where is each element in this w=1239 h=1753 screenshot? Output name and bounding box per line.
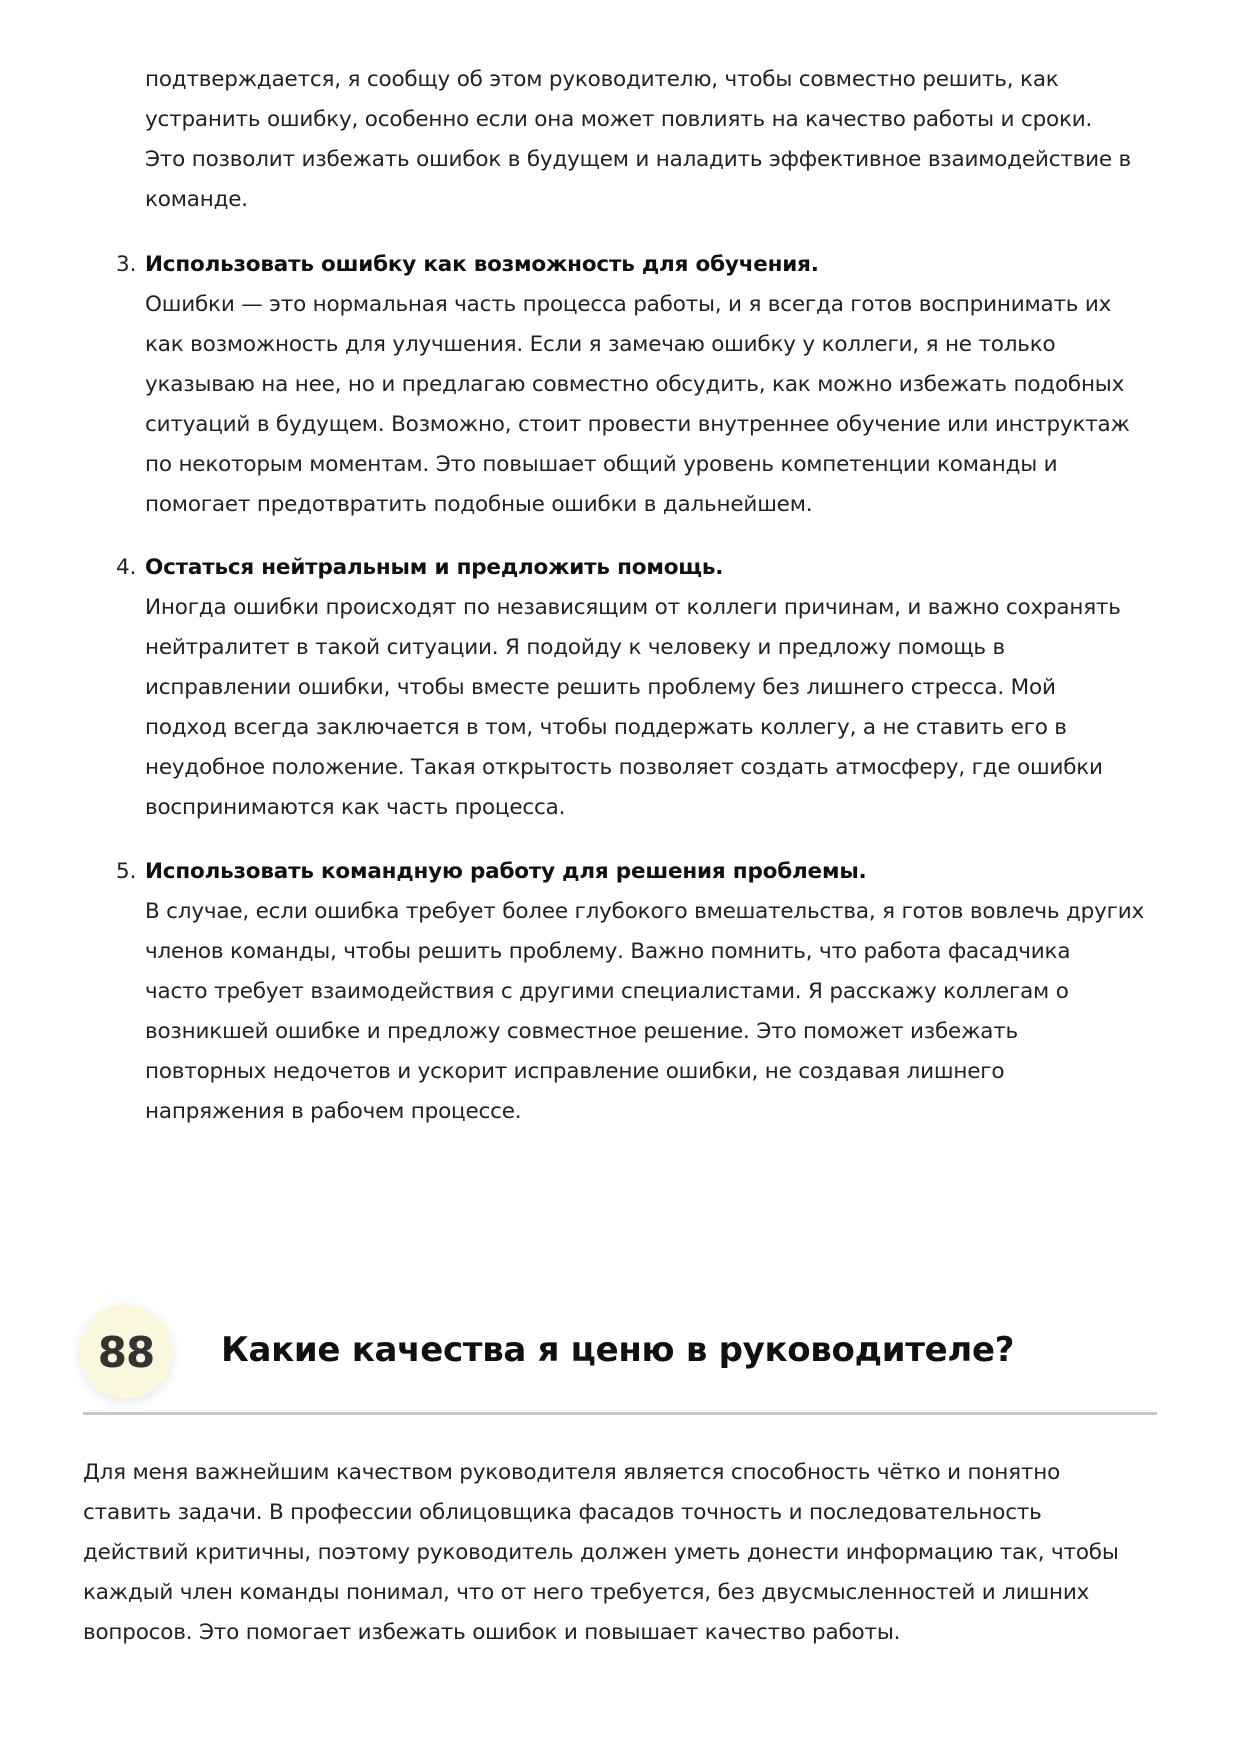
list-item-line: воспринимаются как часть процесса. xyxy=(145,795,566,820)
answer-paragraph xyxy=(83,1453,1163,1653)
question-number-badge: 88 xyxy=(79,1305,173,1399)
list-item-line: помогает предотвратить подобные ошибки в дальнейшем. xyxy=(145,492,813,517)
answer-line: каждый член команды понимал, что от него требуется, без двусмысленностей и лишних xyxy=(83,1580,1090,1605)
list-item xyxy=(116,548,1165,828)
section-divider xyxy=(83,1412,1157,1415)
list-item-title: Остаться нейтральным и предложить помощь. xyxy=(145,555,724,580)
list-item-line: часто требует взаимодействия с другими специалистами. Я расскажу коллегам о xyxy=(145,979,1069,1004)
list-item-number: 3. xyxy=(116,252,137,277)
paragraph-line: команде. xyxy=(145,187,248,212)
list-item-line: напряжения в рабочем процессе. xyxy=(145,1099,522,1124)
list-item-line: подход всегда заключается в том, чтобы поддержать коллегу, а не ставить его в xyxy=(145,715,1067,740)
list-item-title: Использовать ошибку как возможность для обучения. xyxy=(145,252,819,277)
list-item-number: 5. xyxy=(116,859,137,884)
list-item xyxy=(116,245,1165,525)
continued-paragraph xyxy=(145,60,1165,220)
paragraph-line: подтверждается, я сообщу об этом руководителю, чтобы совместно решить, как xyxy=(145,67,1059,92)
list-item-line: В случае, если ошибка требует более глубокого вмешательства, я готов вовлечь других xyxy=(145,899,1145,924)
list-item-line: повторных недочетов и ускорит исправление ошибки, не создавая лишнего xyxy=(145,1059,1005,1084)
answer-line: вопросов. Это помогает избежать ошибок и повышает качество работы. xyxy=(83,1620,901,1645)
list-item-line: исправлении ошибки, чтобы вместе решить проблему без лишнего стресса. Мой xyxy=(145,675,1056,700)
list-item-line: указываю на нее, но и предлагаю совместно обсудить, как можно избежать подобных xyxy=(145,372,1125,397)
answer-line: действий критичны, поэтому руководитель должен уметь донести информацию так, чтобы xyxy=(83,1540,1119,1565)
list-item-line: по некоторым моментам. Это повышает общий уровень компетенции команды и xyxy=(145,452,1058,477)
list-item-number: 4. xyxy=(116,555,137,580)
question-title: Какие качества я ценю в руководителе? xyxy=(221,1330,1015,1370)
paragraph-line: устранить ошибку, особенно если она может повлиять на качество работы и сроки. xyxy=(145,107,1093,132)
list-item-line: нейтралитет в такой ситуации. Я подойду к человеку и предложу помощь в xyxy=(145,635,1005,660)
list-item-line: неудобное положение. Такая открытость позволяет создать атмосферу, где ошибки xyxy=(145,755,1103,780)
answer-line: Для меня важнейшим качеством руководителя является способность чётко и понятно xyxy=(83,1460,1061,1485)
answer-line: ставить задачи. В профессии облицовщика фасадов точность и последовательность xyxy=(83,1500,1042,1525)
paragraph-line: Это позволит избежать ошибок в будущем и наладить эффективное взаимодействие в xyxy=(145,147,1132,172)
list-item-title: Использовать командную работу для решения проблемы. xyxy=(145,859,867,884)
list-item-line: как возможность для улучшения. Если я замечаю ошибку у коллеги, я не только xyxy=(145,332,1056,357)
list-item-line: членов команды, чтобы решить проблему. Важно помнить, что работа фасадчика xyxy=(145,939,1071,964)
list-item-line: Иногда ошибки происходят по независящим от коллеги причинам, и важно сохранять xyxy=(145,595,1121,620)
list-item-line: Ошибки — это нормальная часть процесса работы, и я всегда готов воспринимать их xyxy=(145,292,1112,317)
list-item xyxy=(116,852,1165,1132)
list-item-line: возникшей ошибке и предложу совместное решение. Это поможет избежать xyxy=(145,1019,1019,1044)
list-item-line: ситуаций в будущем. Возможно, стоит провести внутреннее обучение или инструктаж xyxy=(145,412,1130,437)
